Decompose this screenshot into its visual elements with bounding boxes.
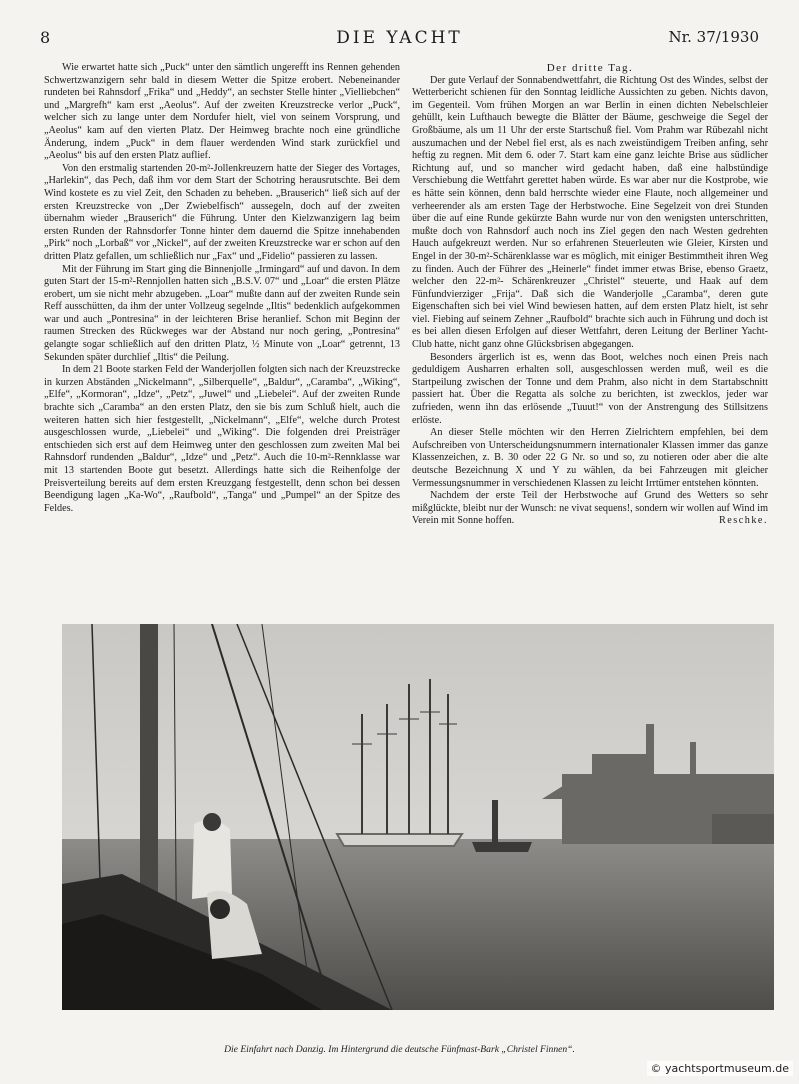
harbor-photo <box>62 624 774 1010</box>
paragraph: Der gute Verlauf der Sonnabendwettfahrt, die Richtung Ost des Windes, selbst der Wetterbericht schienen für den Sonntag leidliche Aussichten zu geben. Nichts davon, im Gegenteil. Vom frühen Morgen an war Berlin in einen dichten Nebelschleier gehüllt, kein Lufthauch bewegte die Blätter der Bäume, geschweige die Segel der Großbäume, als um 11 Uhr der erste Startschuß fiel. Vom Prahm war Rübezahl nicht auszumachen und der Nebel fiel erst, als es nach zweistündigem Treiben anfing, sehr heftig zu regnen. Mit dem 6. oder 7. Start kam eine ganz leichte Brise aus südlicher Richtung auf, und so mancher wird gedacht haben, daß eine halbstündige Verschiebung die Wettfahrt gerettet haben würde. Es war aber nur die Kostprobe, wie es hätte sein können, denn bald herrschte wieder eine Flaute, noch allgemeiner und verheerender als am ersten Tage der Herbstwoche. Eine Segelzeit von drei Stunden über die auf eine Runde gekürzte Bahn wurde nur von den wenigsten unterschritten, mußte doch von Rahnsdorf auch noch ins Ziel gegen den nach Westen gedrehten Hauch aufgekreuzt werden. Nur so erfahrenen Steuerleuten wie Gleier, Kirsten und Engel in der 30-m²-Schärenklasse war es möglich, mit einiger Bestimmtheit ihren Weg zu finden. Auch der Führer des „Heinerle“ findet immer etwas Brise, ebenso Graetz, welcher den 22-m²- Schärenkreuzer „Christel“ steuerte, und Haak auf dem Fünfundvierziger „Frija“. Daß sich die Wanderjolle „Caramba“, deren gute Eigenschaften sich bei viel Wind bewiesen hatten, auf dem ersten Platz hielt, ist sehr viel. Fiebing auf seinem Zehner „Raufbold“ brachte sich auch in Führung und doch ist es bei allen diesen Erfolgen auf dieser Wettfahrt, deren Leitung der Berliner Yacht-Club hatte, nicht ganz ohne Glücksbrisen abgegangen. <box>412 74 768 351</box>
paragraph: Nachdem der erste Teil der Herbstwoche auf Grund des Wetters so sehr mißglückte, bleibt nur der Wunsch: ne vivat sequens!, sondern wir wollen auf Wind im Verein mit Sonne hoffen. Reschke. <box>412 490 768 527</box>
page-number: 8 <box>40 28 51 47</box>
paragraph: Von den erstmalig startenden 20-m²-Jollenkreuzern hatte der Sieger des Vortages, „Harlekin“, das Pech, daß ihm vor dem Start der Schotring herausrutschte. Bei dem Wind kostete es zu viel Zeit, den Schaden zu beheben. „Brauserich“ ließ sich auf der ersten Kreuzstrecke von „Der Zwiebelfisch“ aussegeln, doch auf der zweiten übernahm wieder „Brauserich“ die Führung. Unter den Kielzwanzigern lag beim ersten Runden der Rahnsdorfer Tonne hinter dem dauernd die Spitze innehabenden „Pirk“ noch „Lorbaß“ vor „Nickel“, auf der zweiten Kreuzstrecke war er schon auf den dritten Platz gefallen, um schließlich nur „Fax“ und „Fidelio“ passieren zu lassen. <box>44 162 400 262</box>
issue-number: Nr. 37/1930 <box>668 28 759 46</box>
right-column <box>412 62 768 528</box>
author-signature: Reschke. <box>718 515 768 527</box>
page-header <box>40 28 759 52</box>
paragraph: Wie erwartet hatte sich „Puck“ unter den sämtlich ungerefft ins Rennen gehenden Schwertzwanzigern sehr bald in diesem Wetter die Spitze erobert. Nebeneinander rundeten bei Rahnsdorf „Frika“ und „Heddy“, an sechster Stelle hinter „Vielliebchen“ und „Margrefh“ kam erst „Aeolus“. Auf der zweiten Kreuzstrecke verlor „Puck“, welcher sich zu lange unter dem Nordufer hielt, viel von seinem Vorsprung, und „Aeolus“ kam auf den vierten Platz. Der Heimweg brachte noch eine gründliche Änderung, indem „Puck“ in dem flauer werdenden Wind stark zurückfiel und „Aeolus“ bis auf den ersten Platz auflief. <box>44 62 400 162</box>
copyright-watermark: © yachtsportmuseum.de <box>647 1061 793 1076</box>
photo-caption: Die Einfahrt nach Danzig. Im Hintergrund die deutsche Fünfmast-Bark „Christel Finnen“. <box>224 1044 575 1055</box>
paragraph: Mit der Führung im Start ging die Binnenjolle „Irmingard“ auf und davon. In dem guten Start der 15-m²-Rennjollen hatten sich „B.S.V. 07“ und „Loar“ die ersten Plätze erobert, um sie nicht mehr abzugeben. „Loar“ mußte dann auf der zweiten Runde sein Reff ausschütten, da ihm der unter Vollzeug segelnde „Iltis“ bedenklich aufgekommen war und auch „Pontresina“ in der leichteren Brise heranlief. Schon mit Beginn der raumen Strecken des Rückweges war der Abstand nur noch gering, „Pontresina“ gelangte sogar schließlich auf den dritten Platz, ½ Minute von „Loar“ getrennt, 13 Sekunden später durchlief „Iltis“ die Peilung. <box>44 263 400 363</box>
magazine-title: DIE YACHT <box>336 28 463 48</box>
harbor-photo-drawing <box>62 624 774 1010</box>
tugboat <box>472 842 532 852</box>
paragraph: In dem 21 Boote starken Feld der Wanderjollen folgten sich nach der Kreuzstrecke in kurzen Abständen „Nickelmann“, „Silberquelle“, „Baldur“, „Caramba“, „Wiking“, „Elfe“, „Kormoran“, „Idze“, „Petz“, „Juwel“ und „Liebelei“. Auf der zweiten Runde brachte sich „Caramba“ an den ersten Platz, den sie bis zum Schluß hielt, auch die weiteren hatten sich hier festgestellt, „Nickelmann“, „Elfe“, welche durch Protest ausgeschlossen wurde, „Liebelei“ und „Wiking“. Die folgenden drei Preisträger entschieden sich erst auf dem Heimweg unter den geschlossen zum zweiten Mal bei Rahnsdorf rundenden „Baldur“, „Idze“ und „Petz“. Auch die 10-m²-Rennklasse war mit 13 startenden Boote gut besetzt. Allerdings hatte sich die Reihenfolge der Preisverteilung bereits auf dem ersten Kreuzgang festgestellt, denn schon bei dessen Beendigung lagen „Ka-Wo“, „Raufbold“, „Tanga“ und „Pumpel“ an der Spitze des Feldes. <box>44 364 400 514</box>
paragraph: An dieser Stelle möchten wir den Herren Zielrichtern empfehlen, bei dem Aufschreiben von Unterscheidungsnummern internationaler Klassen immer das ganze Klassenzeichen, z. B. 30 oder 22 G Nr. so und so, zu notieren oder aber die alte deutsche Bezeichnung X und Y zu wählen, da bei Fahrzeugen mit gleicher Vermessungsnummer in verschiedenen Klassen zu leicht Irrtümer entstehen könnten. <box>412 427 768 489</box>
paragraph: Besonders ärgerlich ist es, wenn das Boot, welches noch einen Preis nach geduldigem Ausharren erhalten soll, ausgeschlossen werden muß, weil es die Startpeilung zwischen der Tonne und dem Prahm, also nicht in dem Startabschnitt passiert hat. Über die Regatta als solche zu berichten, ist zwecklos, jeder war zufrieden, wenn ihn das erlösende „Tuuut!“ von der Anstrengung des Stillsitzens erlöste. <box>412 351 768 426</box>
left-column <box>44 62 400 515</box>
section-heading: Der dritte Tag. <box>546 62 634 74</box>
